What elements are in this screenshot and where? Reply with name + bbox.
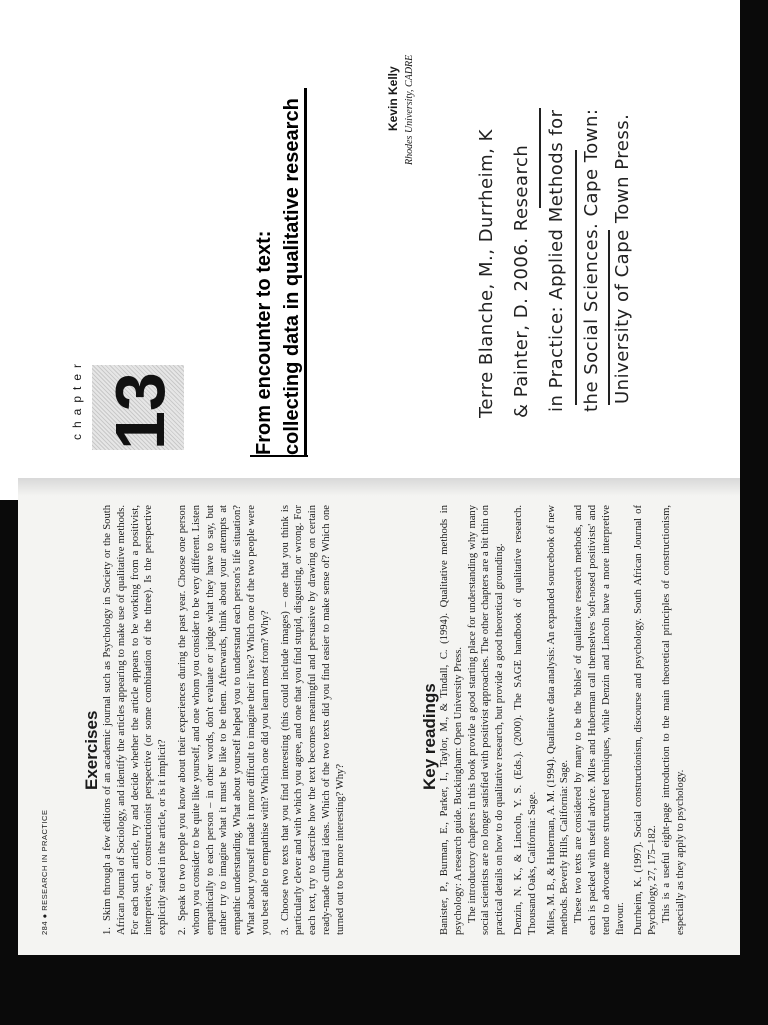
handwritten-line-3: in Practice: Applied Methods for bbox=[546, 109, 567, 412]
author-name: Kevin Kelly bbox=[386, 66, 400, 131]
readings-list bbox=[438, 505, 693, 935]
title-rule-right bbox=[304, 88, 307, 455]
chapter-title-line1: From encounter to text: bbox=[253, 230, 275, 455]
scan-border-right bbox=[740, 0, 768, 1024]
page-footer: 284 ● RESEARCH IN PRACTICE bbox=[40, 809, 49, 935]
handwritten-line-1: Terre Blanche, M., Durrheim, K bbox=[476, 129, 497, 418]
author-affiliation: Rhodes University, CADRE bbox=[404, 54, 415, 165]
handwritten-underline-title bbox=[575, 150, 577, 405]
book-spine bbox=[18, 478, 740, 496]
handwritten-underline-research bbox=[539, 108, 541, 208]
exercise-item: 2.Speak to two people you know about their experiences during the past year. Choose one person whom you consider to be quite like yourself, and one whom you consider to be very different. Listen empathically to each person – in other words, don't evaluate or judge what they have to say, but rather try to imagine what it must be like to be them. Afterwards, think about your attempts at empathic understanding. What about yourself helped you to understand each person's life situation? What about yourself made it more difficult to imagine their lives? Which one of the two people were you best able to empathise with? Which one did you learn most from? Why? bbox=[176, 505, 271, 935]
chapter-number: 13 bbox=[101, 372, 179, 450]
reading-item: Denzin, N. K., & Lincoln, Y. S. (Eds.). (2000). The SAGE handbook of qualitative research. Thousand Oaks, California: Sage. bbox=[512, 505, 538, 935]
exercise-item: 1.Skim through a few editions of an academic journal such as Psychology in Society or the South African Journal of Sociology, and identify the articles appearing to make use of qualitative methods. For each such article, try and decide whether the article appears to be working from a positivist, interpretive, or constructionist perspective (or some combination of the three). Is the perspective explicitly stated in the article, or is it implicit? bbox=[102, 505, 169, 935]
reading-item: Durrheim, K. (1997). Social constructionism, discourse and psychology. South African Journal of Psychology, 27, 175–182. This is a useful eight-page introduction to the main theoretical principles of constructionism, especially as they apply to psychology. bbox=[633, 505, 686, 935]
exercise-item: 3.Choose two texts that you find interesting (this could include images) – one that you think is particularly clever and with which you agree, and one that you find stupid, disgusting, or wrong. For each text, try to describe how the text becomes meaningful and persuasive by drawing on certain ready-made cultural ideas. Which of the two texts did you find easier to make sense of? Which one turned out to be more interesting? Why? bbox=[279, 505, 346, 935]
scan-border-bottom bbox=[0, 955, 768, 1025]
handwritten-underline-title-2 bbox=[608, 230, 610, 405]
scan-margin-left-top bbox=[0, 0, 18, 500]
chapter-label: chapter bbox=[70, 357, 84, 440]
chapter-title-line2: collecting data in qualitative research bbox=[281, 98, 303, 455]
handwritten-line-5: University of Cape Town Press. bbox=[612, 113, 633, 404]
exercises-list bbox=[101, 505, 354, 935]
handwritten-line-2: & Painter, D. 2006. Research bbox=[511, 144, 532, 418]
title-rule-bottom bbox=[250, 455, 308, 457]
exercises-heading: Exercises bbox=[82, 710, 101, 790]
reading-item: Miles, M. B., & Huberman, A. M. (1994). Qualitative data analysis: An expanded sourcebook of new methods. Beverly Hills, California: Sage. These two texts are considered by many to be the 'bibles' of qualitative research methods, and each is packed with useful advice. Miles and Huberman call themselves 'soft-nosed positivists' and tend to advocate more structured techniques, while Denzin and Lincoln have a more interpretive flavour. bbox=[545, 505, 626, 935]
handwritten-line-4: the Social Sciences. Cape Town: bbox=[581, 108, 602, 412]
key-readings-heading: Key readings bbox=[420, 683, 439, 790]
reading-item: Banister, P., Burman, E., Parker, I., Taylor, M., & Tindall, C. (1994). Qualitative methods in psychology: A research guide. Buckingham: Open University Press. The introductory chapters in this book provide a good starting place for understanding why many social scientists are no longer satisfied with positivist approaches. The other chapters are a bit thin on practical details on how to do qualitative research, but provide a good theoretical grounding. bbox=[439, 505, 506, 935]
